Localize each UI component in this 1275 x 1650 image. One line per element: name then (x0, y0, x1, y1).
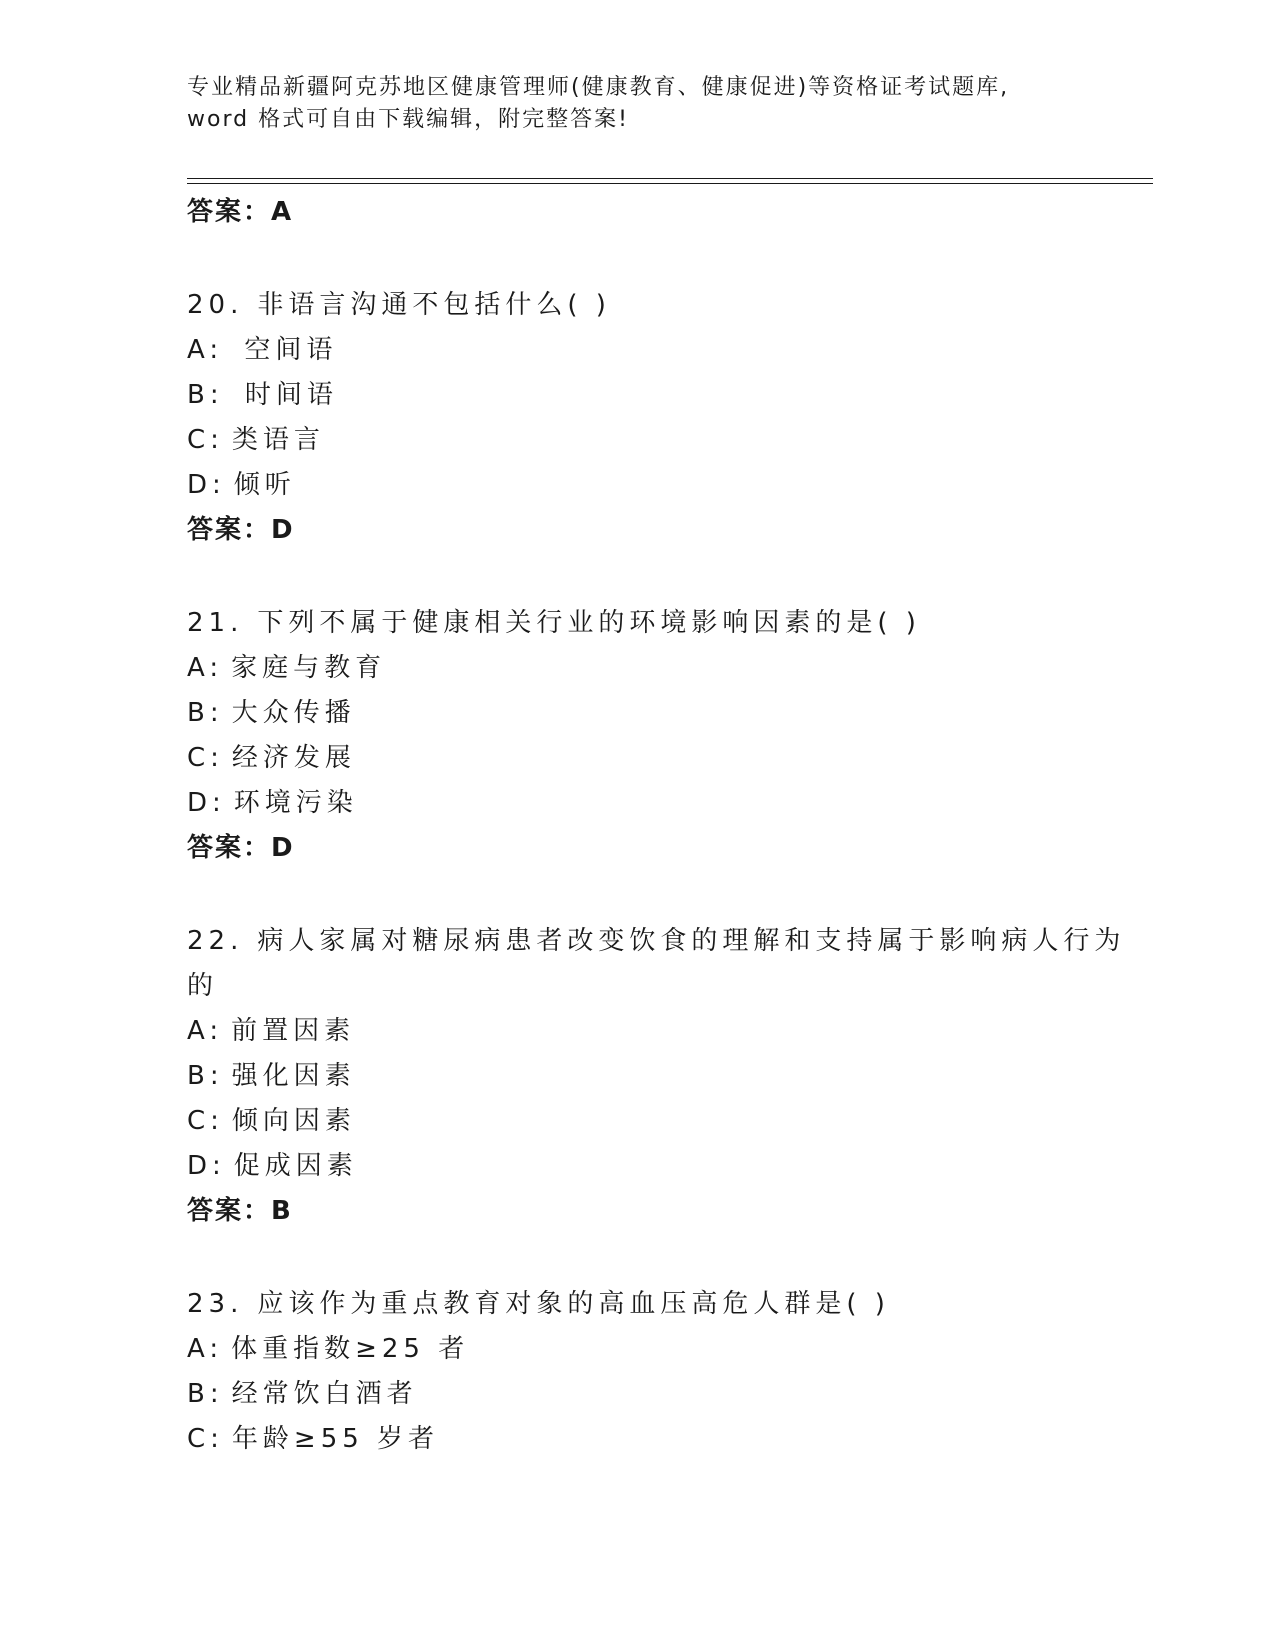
option-key: B: (187, 380, 224, 410)
option-b (187, 1054, 1087, 1099)
question-number: 23. (187, 1289, 244, 1319)
question-text: 非语言沟通不包括什么( ) (257, 290, 611, 320)
header-divider-bottom (187, 183, 1153, 184)
question-text: 病人家属对糖尿病患者改变饮食的理解和支持属于影响病人行为 (257, 926, 1126, 956)
option-text: 倾听 (233, 470, 296, 500)
option-text: 经济发展 (231, 743, 356, 773)
question-item (187, 919, 1126, 1234)
option-key: C: (187, 1106, 224, 1136)
option-d (187, 1144, 1087, 1189)
option-a (187, 1009, 1087, 1054)
question-stem-continued: 的 (187, 971, 219, 1001)
answer-value: A (271, 197, 294, 227)
option-key: C: (187, 425, 224, 455)
option-a (187, 328, 1087, 373)
option-key: D: (187, 1151, 226, 1181)
option-text: 经常饮白酒者 (231, 1379, 418, 1409)
option-key: C: (187, 743, 224, 773)
option-key: D: (187, 788, 226, 818)
option-key: B: (187, 698, 224, 728)
option-a (187, 1327, 1087, 1372)
option-b (187, 1372, 1087, 1417)
question-number: 20. (187, 290, 244, 320)
option-text: 强化因素 (231, 1061, 356, 1091)
answer-label: 答案： (187, 515, 272, 545)
option-key: A: (187, 1334, 224, 1364)
option-text: 促成因素 (233, 1151, 358, 1181)
answer-label: 答案： (187, 833, 272, 863)
option-text: 类语言 (231, 425, 325, 455)
question-item (187, 283, 1087, 553)
question-stem (187, 1282, 1087, 1327)
option-key: A: (187, 653, 224, 683)
option-a (187, 646, 1087, 691)
answer-value: B (271, 1196, 293, 1226)
option-text: 年龄≥55 岁者 (231, 1424, 440, 1454)
question-number: 21. (187, 608, 244, 638)
answer-line (187, 826, 1087, 871)
answer-line (187, 1189, 1087, 1234)
question-stem (187, 283, 1087, 328)
answer-line (187, 508, 1087, 553)
document-header (187, 72, 1067, 136)
option-text: 家庭与教育 (231, 653, 387, 683)
question-item (187, 1282, 1087, 1462)
option-key: B: (187, 1061, 224, 1091)
option-text: 大众传播 (231, 698, 356, 728)
question-text: 应该作为重点教育对象的高血压高危人群是( ) (257, 1289, 890, 1319)
question-item (187, 601, 1087, 871)
header-line-1: 专业精品新疆阿克苏地区健康管理师(健康教育、健康促进)等资格证考试题库, (187, 75, 1010, 100)
option-c (187, 736, 1087, 781)
option-key: C: (187, 1424, 224, 1454)
option-key: A: (187, 1016, 224, 1046)
option-text: 倾向因素 (231, 1106, 356, 1136)
header-line-2: word 格式可自由下载编辑，附完整答案! (187, 107, 629, 132)
option-d (187, 781, 1087, 826)
option-key: B: (187, 1379, 224, 1409)
header-divider-top (187, 178, 1153, 179)
option-text: 体重指数≥25 者 (231, 1334, 470, 1364)
option-b (187, 691, 1087, 736)
option-c (187, 1099, 1087, 1144)
answer-label: 答案： (187, 197, 272, 227)
option-c (187, 418, 1087, 463)
question-stem (187, 919, 1126, 964)
question-number: 22. (187, 926, 244, 956)
option-text: 空间语 (231, 335, 338, 365)
option-d (187, 463, 1087, 508)
answer-value: D (271, 515, 295, 545)
answer-line (187, 190, 1087, 235)
question-list (187, 190, 1126, 1462)
answer-value: D (271, 833, 295, 863)
option-b (187, 373, 1087, 418)
option-text: 环境污染 (233, 788, 358, 818)
option-text: 前置因素 (231, 1016, 356, 1046)
option-text: 时间语 (231, 380, 338, 410)
option-c (187, 1417, 1087, 1462)
question-stem (187, 601, 1087, 646)
answer-label: 答案： (187, 1196, 272, 1226)
option-key: D: (187, 470, 226, 500)
question-text: 下列不属于健康相关行业的环境影响因素的是( ) (257, 608, 921, 638)
option-key: A: (187, 335, 224, 365)
